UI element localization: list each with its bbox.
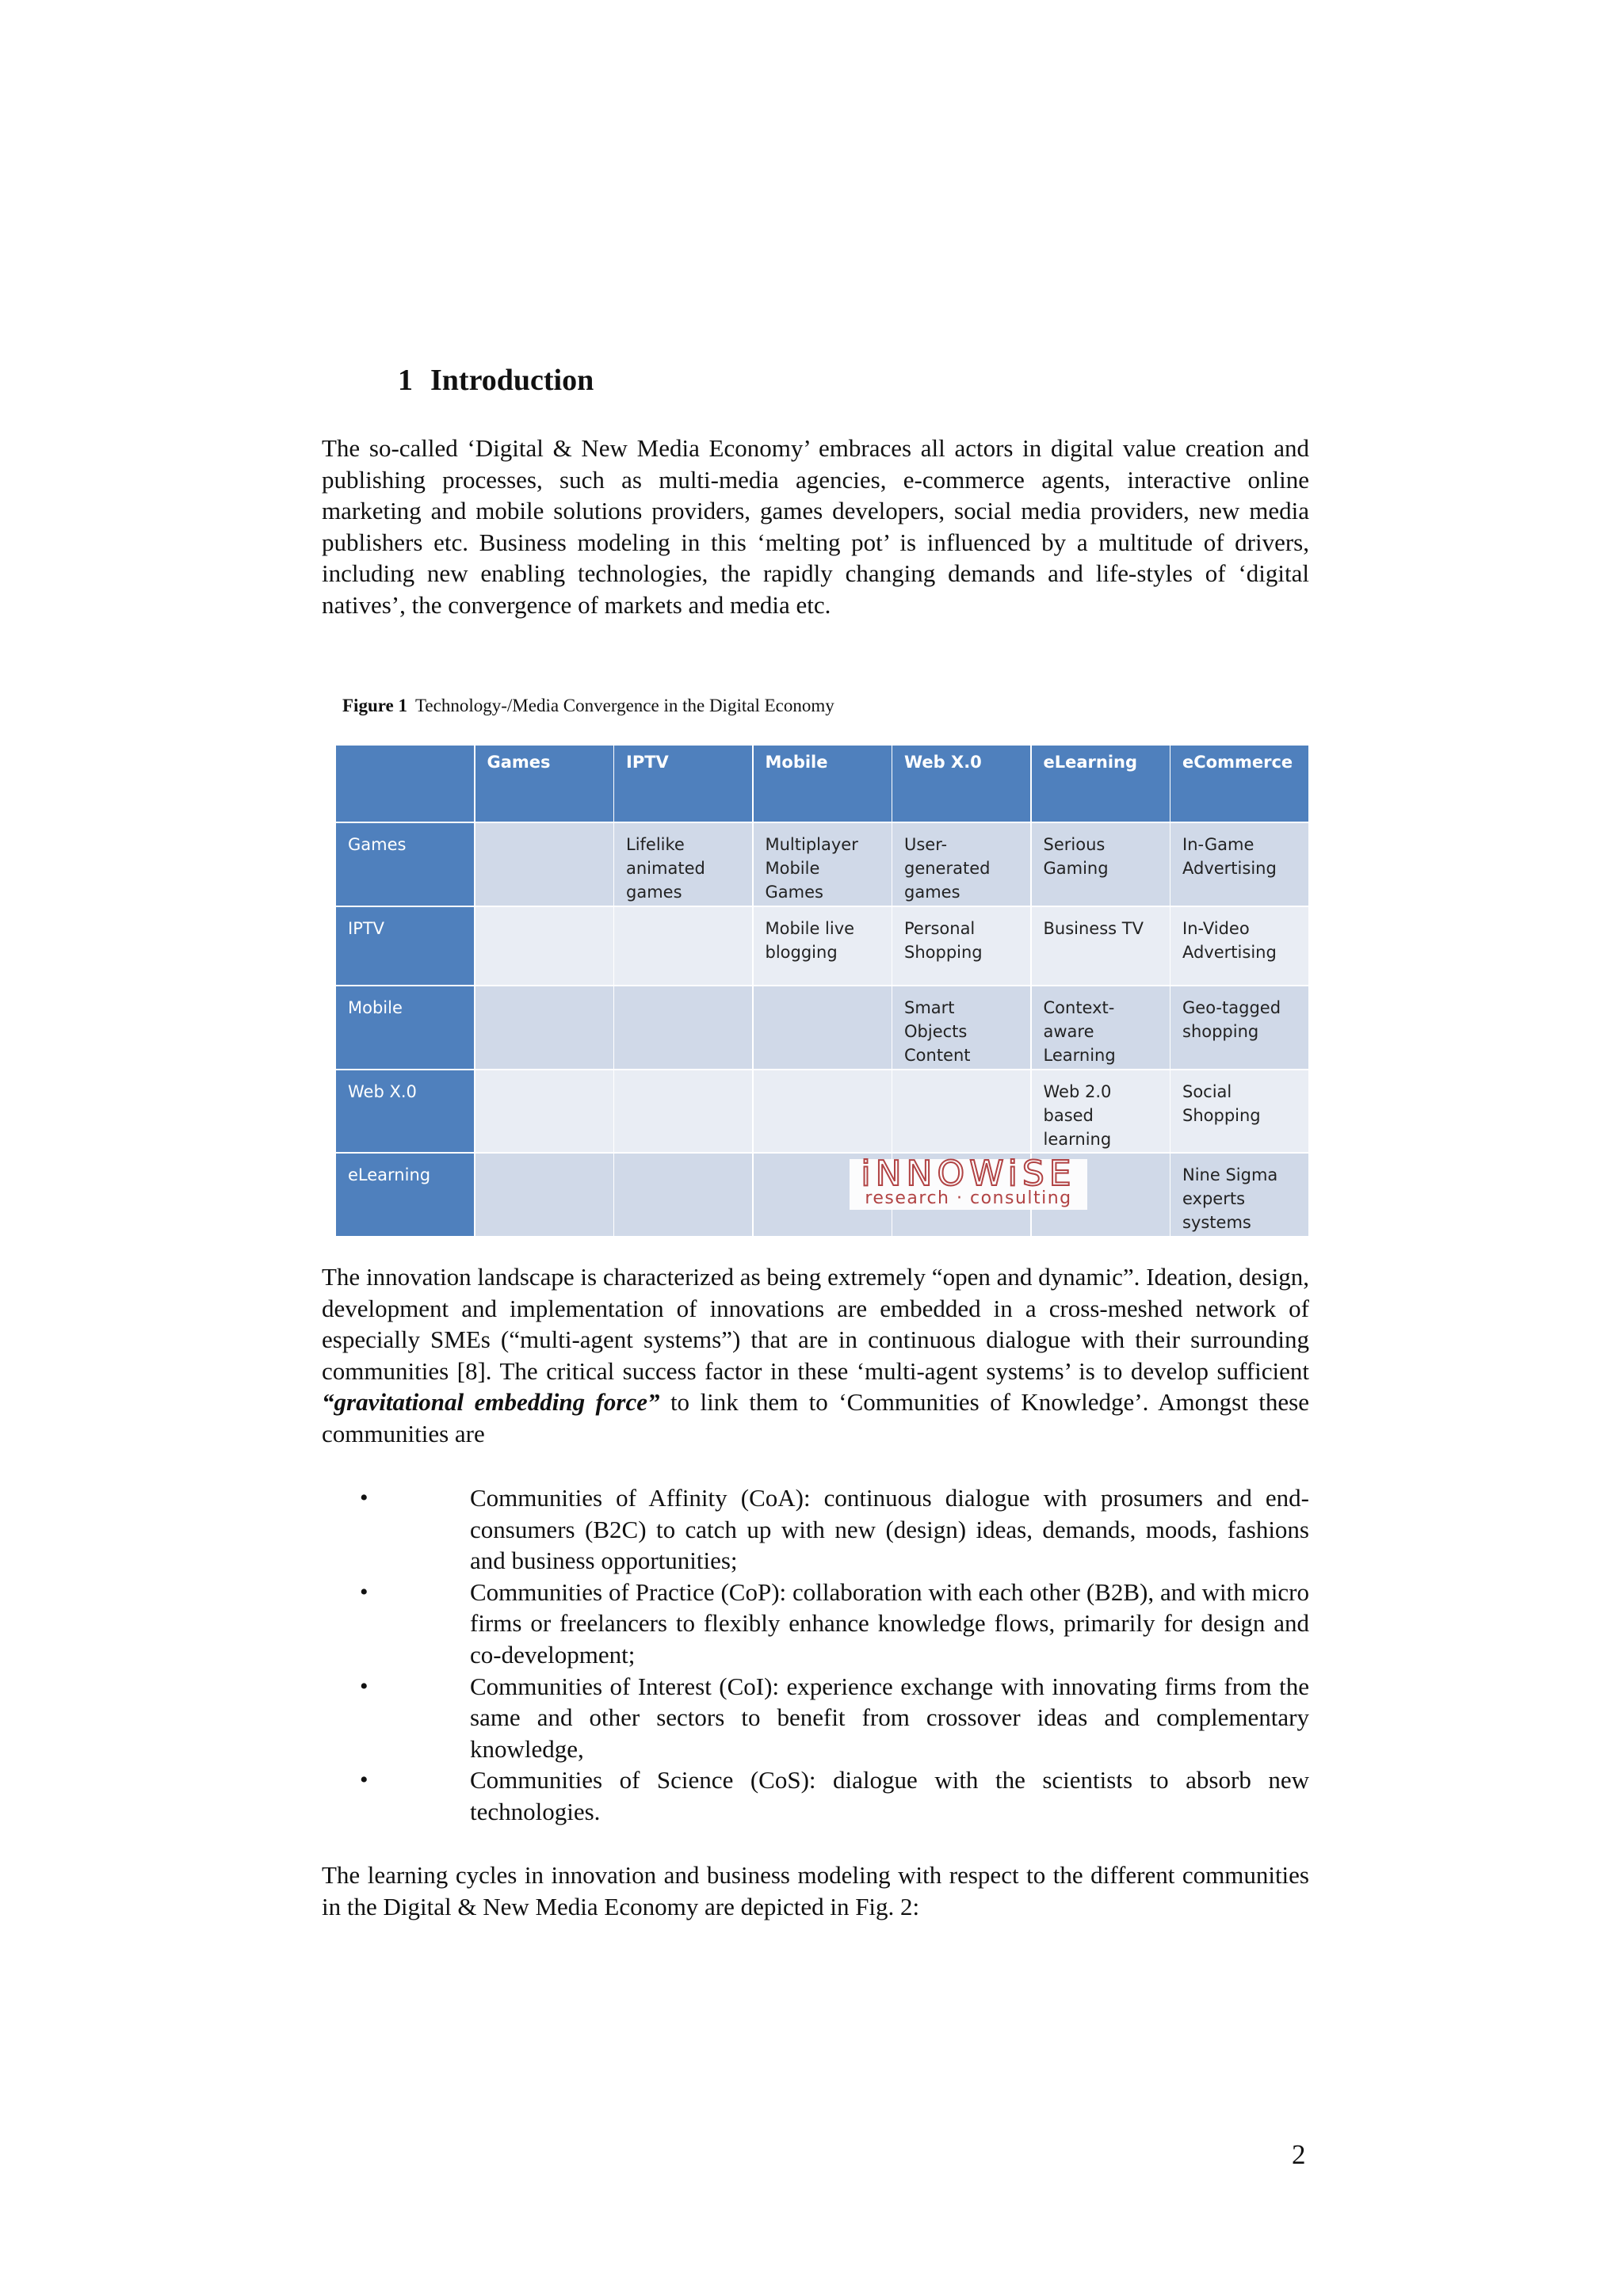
bullet-icon: • <box>360 1578 369 1605</box>
matrix-cell: Serious Gaming <box>1032 823 1170 906</box>
matrix-cell: In-Game Advertising <box>1170 823 1308 906</box>
matrix-column-header: eCommerce <box>1170 746 1308 822</box>
matrix-cell: In-Video Advertising <box>1170 907 1308 985</box>
matrix-cell: Personal Shopping <box>892 907 1030 985</box>
innowise-logo-brand: iNNOWiSE <box>861 1154 1076 1194</box>
convergence-matrix <box>336 746 1306 1230</box>
page-number: 2 <box>1292 2139 1306 2170</box>
matrix-cell <box>475 823 613 906</box>
communities-list <box>322 1482 1309 1828</box>
section-number: 1 <box>398 364 413 397</box>
matrix-cell <box>754 986 892 1069</box>
convergence-matrix-figure <box>336 746 1306 1230</box>
matrix-cell: Social Shopping <box>1170 1070 1308 1152</box>
matrix-cell <box>614 1070 752 1152</box>
matrix-cell <box>614 1154 752 1236</box>
matrix-row-header: Games <box>336 823 474 906</box>
community-list-item <box>322 1482 1309 1577</box>
innovation-landscape-paragraph <box>322 1261 1309 1450</box>
matrix-row-header: IPTV <box>336 907 474 985</box>
matrix-cell <box>614 986 752 1069</box>
community-list-item-text: Communities of Affinity (CoA): continuous dialogue with prosumers and end-consumers (B2C) to catch up with new (design) ideas, demands, moods, fashions and business opportunities; <box>470 1484 1309 1575</box>
matrix-cell: User-generated games <box>892 823 1030 906</box>
matrix-cell: Geo-tagged shopping <box>1170 986 1308 1069</box>
community-list-item-text: Communities of Practice (CoP): collaboration with each other (B2B), and with micro firms or freelancers to flexibly enhance knowledge flows, primarily for design and co-development; <box>470 1577 1309 1669</box>
matrix-cell: Mobile live blogging <box>754 907 892 985</box>
figure-label: Figure 1 <box>342 696 407 715</box>
innowise-logo-tagline: research · consulting <box>865 1188 1072 1208</box>
matrix-cell <box>754 1070 892 1152</box>
bullet-icon: • <box>360 1485 369 1511</box>
matrix-column-header: IPTV <box>614 746 752 822</box>
matrix-column-header: Games <box>475 746 613 822</box>
intro-paragraph: The so-called ‘Digital & New Media Economy’ embraces all actors in digital value creation and publishing processes, such as multi-media agencies, e-commerce agents, interactive online marketing and mobile solutions providers, games developers, social media providers, new media publishers etc. Business modeling in this ‘melting pot’ is influenced by a multitude of drivers, including new enabling technologies, the rapidly changing demands and life-styles of ‘digital natives’, the convergence of markets and media etc. <box>322 434 1309 619</box>
emphasized-phrase: “gravitational embedding force” <box>322 1388 660 1417</box>
innowise-logo <box>850 1154 1087 1210</box>
matrix-cell: Business TV <box>1032 907 1170 985</box>
section-heading <box>398 363 594 398</box>
matrix-cell: Multiplayer Mobile Games <box>754 823 892 906</box>
bullet-icon: • <box>360 1672 369 1699</box>
matrix-column-header: Web X.0 <box>892 746 1030 822</box>
matrix-cell <box>892 1070 1030 1152</box>
paragraph-text: The innovation landscape is characterized as being extremely “open and dynamic”. Ideation, design, development and implementation of innovations are embedded in a cross-meshed network of especially SMEs (“multi-agent systems”) that are in continuous dialogue with their surrounding communities [8]. The critical success factor in these ‘multi-agent systems’ is to develop sufficient <box>322 1263 1309 1385</box>
matrix-row-header: Web X.0 <box>336 1070 474 1152</box>
section-title: Introduction <box>430 364 594 397</box>
matrix-cell <box>475 986 613 1069</box>
matrix-cell: Web 2.0 based learning <box>1032 1070 1170 1152</box>
matrix-cell: Context-aware Learning <box>1032 986 1170 1069</box>
matrix-column-header: eLearning <box>1032 746 1170 822</box>
paragraph-text: to link them to ‘Communities of Knowledge’. Amongst these communities are <box>322 1388 1309 1447</box>
matrix-cell <box>475 907 613 985</box>
community-list-item-text: Communities of Interest (CoI): experience exchange with innovating firms from the same and other sectors to benefit from crossover ideas and complementary knowledge, <box>470 1672 1309 1763</box>
bullet-icon: • <box>360 1767 369 1794</box>
learning-cycles-paragraph: The learning cycles in innovation and business modeling with respect to the different communities in the Digital & New Media Economy are depicted in Fig. 2: <box>322 1861 1309 1920</box>
matrix-column-header: Mobile <box>754 746 892 822</box>
figure-caption <box>342 696 834 716</box>
matrix-cell <box>475 1154 613 1236</box>
community-list-item <box>322 1671 1309 1765</box>
matrix-cell <box>475 1070 613 1152</box>
figure-caption-text: Technology-/Media Convergence in the Digital Economy <box>414 696 834 715</box>
community-list-item-text: Communities of Science (CoS): dialogue with the scientists to absorb new technologies. <box>470 1766 1309 1825</box>
matrix-corner-cell <box>336 746 474 822</box>
matrix-cell: Lifelike animated games <box>614 823 752 906</box>
matrix-cell: Nine Sigma experts systems <box>1170 1154 1308 1236</box>
community-list-item <box>322 1577 1309 1671</box>
matrix-cell: Smart Objects Content <box>892 986 1030 1069</box>
matrix-cell <box>614 907 752 985</box>
matrix-row-header: eLearning <box>336 1154 474 1236</box>
matrix-row-header: Mobile <box>336 986 474 1069</box>
community-list-item <box>322 1764 1309 1827</box>
